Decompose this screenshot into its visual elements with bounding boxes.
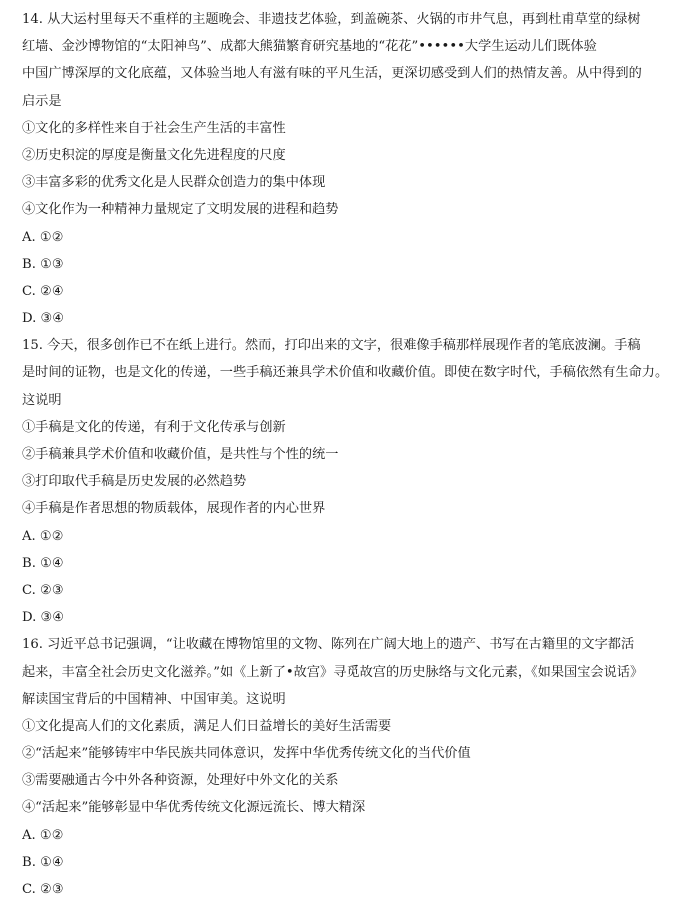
q15-statement-3: ③打印取代手稿是历史发展的必然趋势 (22, 474, 247, 490)
q16-option-b: B. ①④ (22, 854, 64, 870)
q14-option-c: C. ②④ (22, 283, 64, 299)
q16-statement-2: ②“活起来”能够铸牢中华民族共同体意识，发挥中华优秀传统文化的当代价值 (22, 746, 471, 762)
q16-stem-line: 16. 习近平总书记强调，“让收藏在博物馆里的文物、陈列在广阔大地上的遗产、书写在古籍里的文字都活 (22, 637, 635, 653)
q15-option-d: D. ③④ (22, 610, 65, 626)
q16-stem-line: 解读国宝背后的中国精神、中国审美。这说明 (22, 691, 286, 707)
q14-statement-4: ④文化作为一种精神力量规定了文明发展的进程和趋势 (22, 202, 339, 218)
q15-option-b: B. ①④ (22, 555, 64, 571)
question-15 (22, 332, 676, 631)
q14-stem-line: 14. 从大运村里每天不重样的主题晚会、非遗技艺体验，到盖碗茶、火锅的市井气息，再到杜甫草堂的绿树 (22, 12, 641, 27)
question-14 (22, 6, 676, 332)
q14-statement-3: ③丰富多彩的优秀文化是人民群众创造力的集中体现 (22, 175, 326, 191)
question-16 (22, 631, 676, 903)
q16-statement-3: ③需要融通古今中外各种资源，处理好中外文化的关系 (22, 773, 339, 789)
q14-statement-2: ②历史积淀的厚度是衡量文化先进程度的尺度 (22, 147, 286, 163)
q14-option-d: D. ③④ (22, 311, 65, 327)
q15-option-a: A. ①② (22, 528, 64, 544)
q16-stem-line: 起来，丰富全社会历史文化滋养。”如《上新了•故宫》寻觅故宫的历史脉络与文化元素，《如果国宝会说话》 (22, 664, 644, 680)
q15-stem-line: 这说明 (22, 392, 62, 408)
q15-stem-line: 15. 今天，很多创作已不在纸上进行。然而，打印出来的文字，很难像手稿那样展现作者的笔底波澜。手稿 (22, 338, 641, 354)
q16-statement-1: ①文化提高人们的文化素质，满足人们日益增长的美好生活需要 (22, 718, 392, 734)
q15-option-c: C. ②③ (22, 582, 64, 598)
q16-statement-4: ④“活起来”能够彰显中华优秀传统文化源远流长、博大精深 (22, 800, 366, 816)
q15-stem-line: 是时间的证物，也是文化的传递，一些手稿还兼具学术价值和收藏价值。即使在数字时代，手稿依然有生命力。 (22, 365, 669, 381)
q15-statement-1: ①手稿是文化的传递，有利于文化传承与创新 (22, 419, 286, 435)
q16-option-a: A. ①② (22, 827, 64, 843)
q14-statement-1: ①文化的多样性来自于社会生产生活的丰富性 (22, 120, 286, 136)
q14-stem-line: 红墙、金沙博物馆的“太阳神鸟”、成都大熊猫繁育研究基地的“花花”••••••大学生运动儿们既体验 (22, 39, 597, 55)
q14-option-a: A. ①② (22, 229, 64, 245)
q14-option-b: B. ①③ (22, 256, 64, 272)
q15-statement-4: ④手稿是作者思想的物质载体，展现作者的内心世界 (22, 501, 326, 517)
q15-statement-2: ②手稿兼具学术价值和收藏价值，是共性与个性的统一 (22, 447, 339, 462)
q14-stem-line: 启示是 (22, 93, 62, 109)
q14-stem-line: 中国广博深厚的文化底蕴，又体验当地人有滋有味的平凡生活，更深切感受到人们的热情友善。从中得到的 (22, 66, 642, 82)
q16-option-c: C. ②③ (22, 882, 64, 897)
